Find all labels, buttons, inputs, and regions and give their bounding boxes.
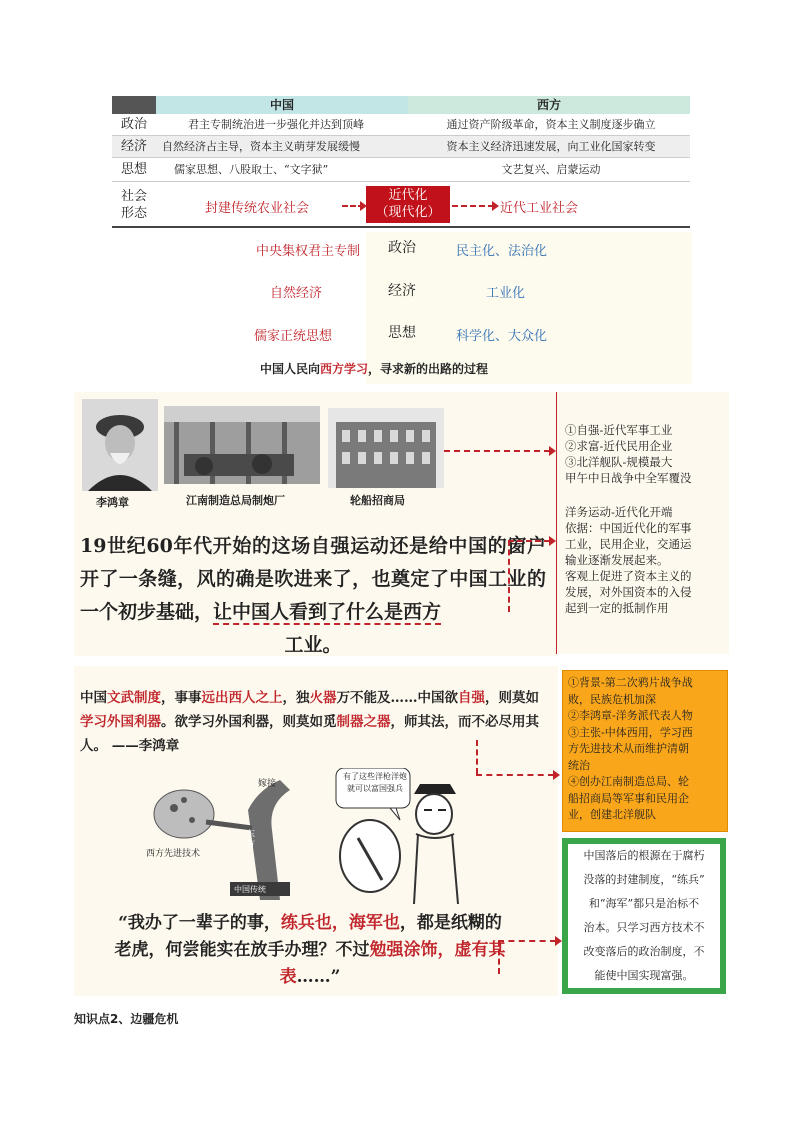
note-line: 没落的封建制度，“练兵” (583, 873, 705, 886)
west-cell: 文艺复兴、启蒙运动 (501, 163, 601, 176)
note-line: 统治 (568, 758, 590, 772)
highlighted-text: 学习外国利器 (80, 714, 161, 730)
note-line: 业，创建北洋舰队 (568, 808, 656, 821)
summary-mid: 政治 (388, 240, 416, 256)
highlighted-text: 火器 (309, 690, 337, 706)
row-label: 经济 (120, 139, 147, 154)
text-run: ……” (296, 967, 341, 987)
conclusion-post: ，寻求新的出路的过程 (368, 362, 489, 376)
text-run: ，则莫如 (485, 690, 539, 706)
note-line: ③主张-中体西用，学习西 (568, 725, 693, 739)
note-line: ②求富-近代民用企业 (565, 439, 673, 453)
table-corner (112, 96, 156, 114)
text-run: ，师其法，而不必尽用其人。 ——李鸿章 (80, 714, 539, 754)
li-hongzhang-quote (80, 686, 550, 758)
west-cell: 通过资产阶级革命，资本主义制度逐步确立 (446, 118, 656, 131)
note-line: 船招商局等军事和民用企 (568, 791, 689, 805)
highlighted-text: 自强 (458, 690, 485, 706)
background-notes-box (562, 670, 728, 832)
arrow-head-icon (553, 770, 560, 780)
text-run: ，独 (282, 690, 310, 706)
table-row-politics (112, 114, 690, 135)
society-label-line1: 社会 (120, 189, 147, 204)
text-run: ，事事 (161, 690, 202, 706)
note-line: ①自强-近代军事工业 (565, 423, 673, 437)
grafted-tree-cartoon (140, 770, 310, 900)
table-bottom-rule (112, 226, 690, 228)
row-divider (112, 157, 690, 158)
text-run: ，都是纸糊的老虎，何尝能实在放手办理？不过 (114, 913, 502, 960)
conclusion-text (568, 844, 720, 988)
china-cell: 儒家思想、八股取士、“文字狱” (174, 163, 329, 176)
summary-conclusion (260, 360, 488, 377)
caption-jiangnan-arsenal: 江南制造总局制炮厂 (186, 494, 285, 507)
conclusion-highlight: 西方学习 (320, 362, 369, 376)
li-hongzhang-portrait (82, 399, 158, 491)
summary-left: 自然经济 (269, 286, 322, 301)
china-cell: 君主专制统治进一步强化并达到顶峰 (188, 118, 364, 131)
note-line: ②李鸿章-洋务派代表人物 (568, 709, 693, 722)
note-line: 输业逐渐发展起来。 (565, 553, 669, 567)
highlighted-text: 勉强涂饰，虚有其表 (279, 940, 506, 987)
note-line: 洋务运动-近代化开端 (565, 505, 673, 519)
li-hongzhang-speech (110, 910, 510, 991)
note-line: 中国落后的根源在于腐朽 (583, 849, 705, 862)
note-line: 能使中国实现富强。 (594, 969, 694, 982)
dashed-connector (476, 774, 554, 776)
note-line: 发展，对外国资本的入侵 (565, 585, 692, 599)
conclusion-box (562, 838, 726, 994)
text-run: 万不能及……中国欲 (336, 690, 458, 706)
note-line: 败，民族危机加深 (568, 692, 656, 706)
merchants-building-photo (328, 408, 444, 488)
china-cell: 自然经济占主导，资本主义萌芽发展缓慢 (162, 140, 360, 153)
dashed-connector (444, 450, 550, 452)
dashed-connector (508, 540, 550, 542)
tree-label-east: 东方 (246, 830, 256, 850)
dashed-arrow-right (452, 205, 494, 207)
note-line: ④创办江南制造总局、轮 (568, 775, 689, 788)
column-header-china: 中国 (156, 96, 408, 114)
summary-mid: 经济 (388, 283, 416, 299)
west-cell: 资本主义经济迅速发展，向工业化国家转变 (446, 140, 656, 153)
yangwu-notes-box (556, 392, 729, 654)
west-society: 近代工业社会 (500, 201, 579, 216)
tree-label-tradition: 中国传统 (234, 885, 266, 894)
paragraph-underlined: 让中国人看到了什么是西方 (213, 601, 442, 623)
summary-left: 儒家正统思想 (253, 329, 332, 344)
society-label-line2: 形态 (120, 206, 147, 221)
paragraph-end: 工业。 (284, 634, 342, 656)
highlighted-text: 文武制度 (107, 690, 161, 706)
paragraph-text: 19世纪60年代开始的这场自强运动还是给中国的窗户开了一条缝，风的确是吹进来了，也奠定了中国工业的一个初步基础， (80, 535, 546, 623)
note-line: ①背景-第二次鸦片战争战 (568, 676, 693, 689)
note-line: ③北洋舰队-规模最大 (565, 455, 673, 469)
text-run: “我办了一辈子的事， (118, 913, 281, 933)
highlighted-text: 制器之器 (336, 714, 391, 730)
orange-notes (568, 675, 726, 824)
note-line: 治本。只学习西方技术不 (583, 921, 705, 934)
note-line: 改变落后的政治制度，不 (583, 945, 705, 958)
summary-right: 科学化、大众化 (456, 329, 548, 344)
note-line: 方先进技术从而维护清朝 (568, 742, 689, 755)
arrow-head-icon (492, 201, 499, 211)
caption-merchants-bureau: 轮船招商局 (350, 494, 405, 507)
tree-label-graft: 嫁接 (258, 779, 277, 789)
table-row-thought (112, 159, 690, 180)
dashed-connector-vertical (508, 540, 510, 612)
arrow-head-icon (549, 446, 556, 456)
summary-right: 民主化、法治化 (456, 244, 548, 259)
china-society: 封建传统农业社会 (205, 201, 310, 216)
row-label: 思想 (120, 162, 147, 177)
summary-left: 中央集权君主专制 (255, 244, 360, 259)
notes-bottom (565, 504, 727, 616)
table-row-economy (112, 136, 690, 157)
note-line: 起到一定的抵制作用 (565, 601, 669, 615)
conclusion-pre: 中国人民向 (260, 362, 321, 376)
note-line: 和“海军”都只是治标不 (588, 897, 700, 910)
factory-photo (164, 406, 320, 484)
tree-label-west-tech: 西方先进技术 (146, 849, 201, 859)
speech-bubble-text: 有了这些洋枪洋炮就可以富国强兵 (343, 772, 407, 793)
text-run: 中国 (80, 690, 107, 706)
highlighted-text: 练兵也，海军也 (280, 913, 400, 933)
row-label: 政治 (120, 117, 147, 132)
section2-paragraph (80, 530, 546, 662)
section-heading: 知识点2、边疆危机 (74, 1012, 179, 1026)
note-line: 甲午中日战争中全军覆没 (565, 471, 692, 485)
dashed-connector-vertical (498, 940, 500, 974)
row-label-society (112, 188, 156, 222)
modernization-box (366, 186, 450, 223)
note-line: 工业，民用企业，交通运 (565, 537, 692, 551)
arrow-head-icon (549, 536, 556, 546)
highlighted-text: 远出西人之上 (201, 690, 283, 706)
dashed-connector (498, 940, 556, 942)
notes-top (565, 422, 727, 486)
caption-li-hongzhang: 李鸿章 (96, 496, 129, 509)
row-divider (112, 181, 690, 182)
arrow-head-icon (555, 936, 562, 946)
note-line: 依据：中国近代化的军事 (565, 521, 692, 535)
summary-right: 工业化 (486, 286, 526, 301)
summary-mid: 思想 (388, 325, 416, 341)
modernization-sublabel: （现代化） (375, 205, 441, 220)
column-header-west: 西方 (408, 96, 690, 114)
modernization-label: 近代化 (388, 188, 428, 203)
note-line: 客观上促进了资本主义的 (565, 569, 692, 583)
text-run: 。欲学习外国利器，则莫如觅 (161, 714, 337, 730)
